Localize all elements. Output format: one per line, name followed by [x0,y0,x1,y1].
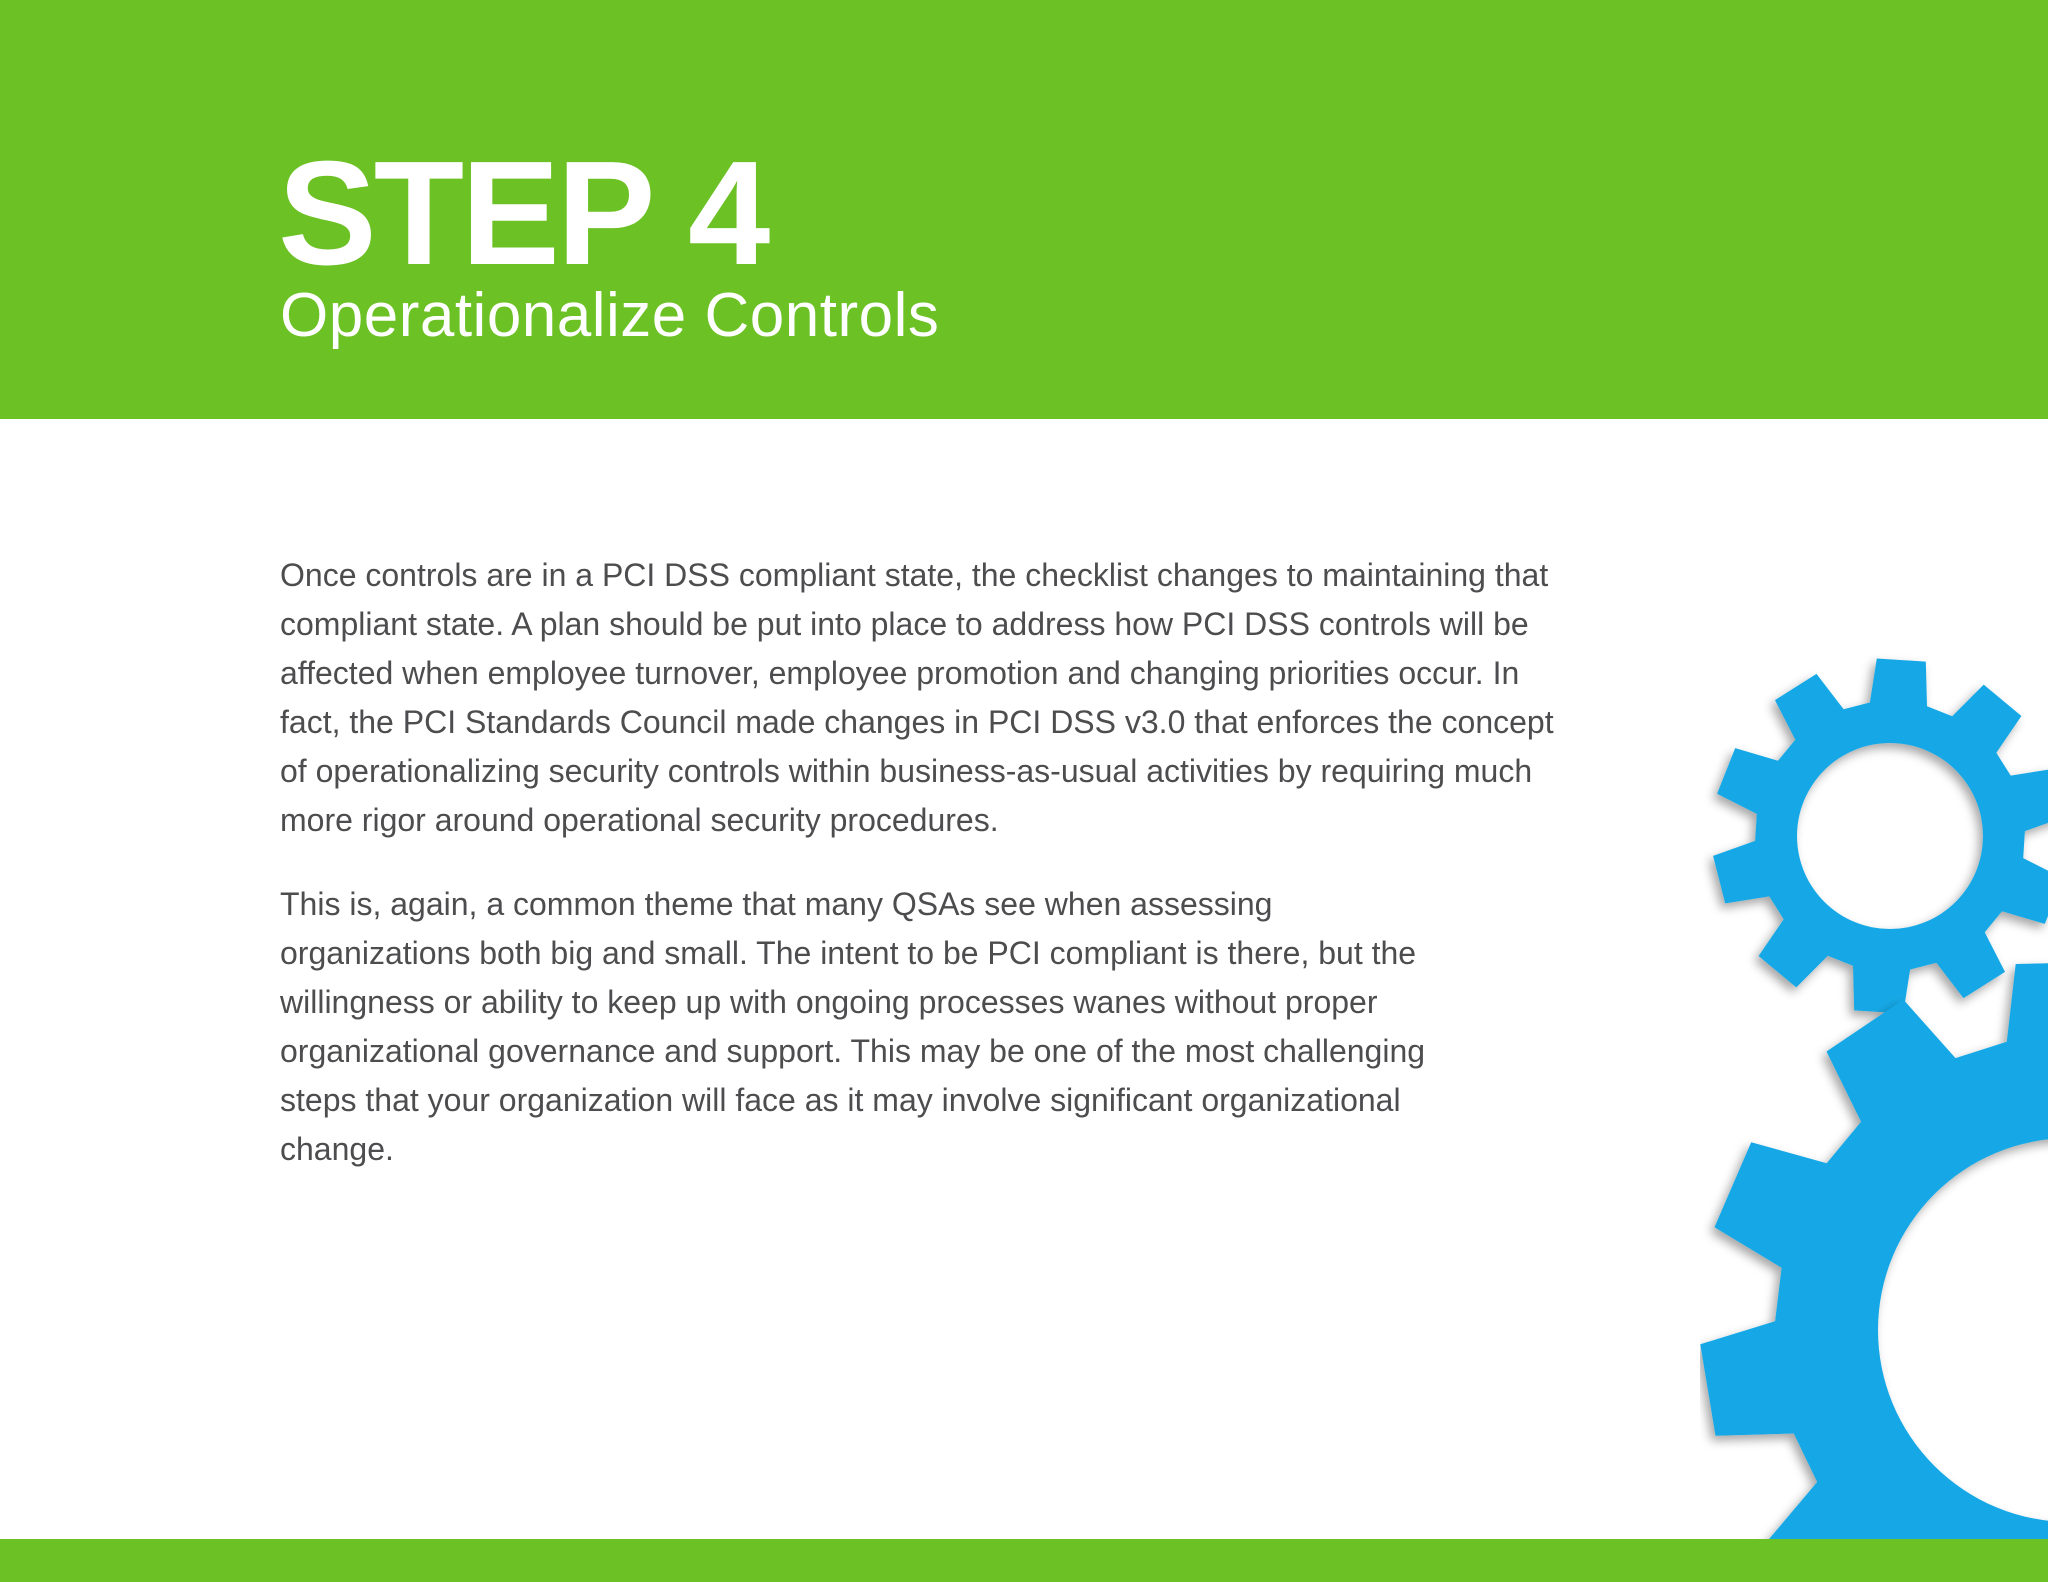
large-gear [1700,962,2048,1539]
body-text [280,551,1570,1174]
step-title: STEP 4 [278,131,768,296]
step-subtitle: Operationalize Controls [280,281,940,350]
body-paragraph-1: Once controls are in a PCI DSS compliant state, the checklist changes to maintaining that compliant state. A plan should be put into place to address how PCI DSS controls will be affected when employee turnover, employee promotion and changing priorities occur. In fact, the PCI Standards Council made changes in PCI DSS v3.0 that enforces the concept of operationalizing security controls within business-as-usual activities by requiring much more rigor around operational security procedures. [280,557,1554,838]
body-paragraph-2: This is, again, a common theme that many QSAs see when assessing organizations both big and small. The intent to be PCI compliant is there, but the willingness or ability to keep up with ongoing processes wanes without proper organizational governance and support. This may be one of the most challenging steps that your organization will face as it may involve significant organizational change. [280,886,1426,1167]
header-band [0,0,2048,419]
small-gear [1713,659,2048,1014]
gears-icon [1700,620,2048,1539]
footer-band [0,1539,2048,1582]
